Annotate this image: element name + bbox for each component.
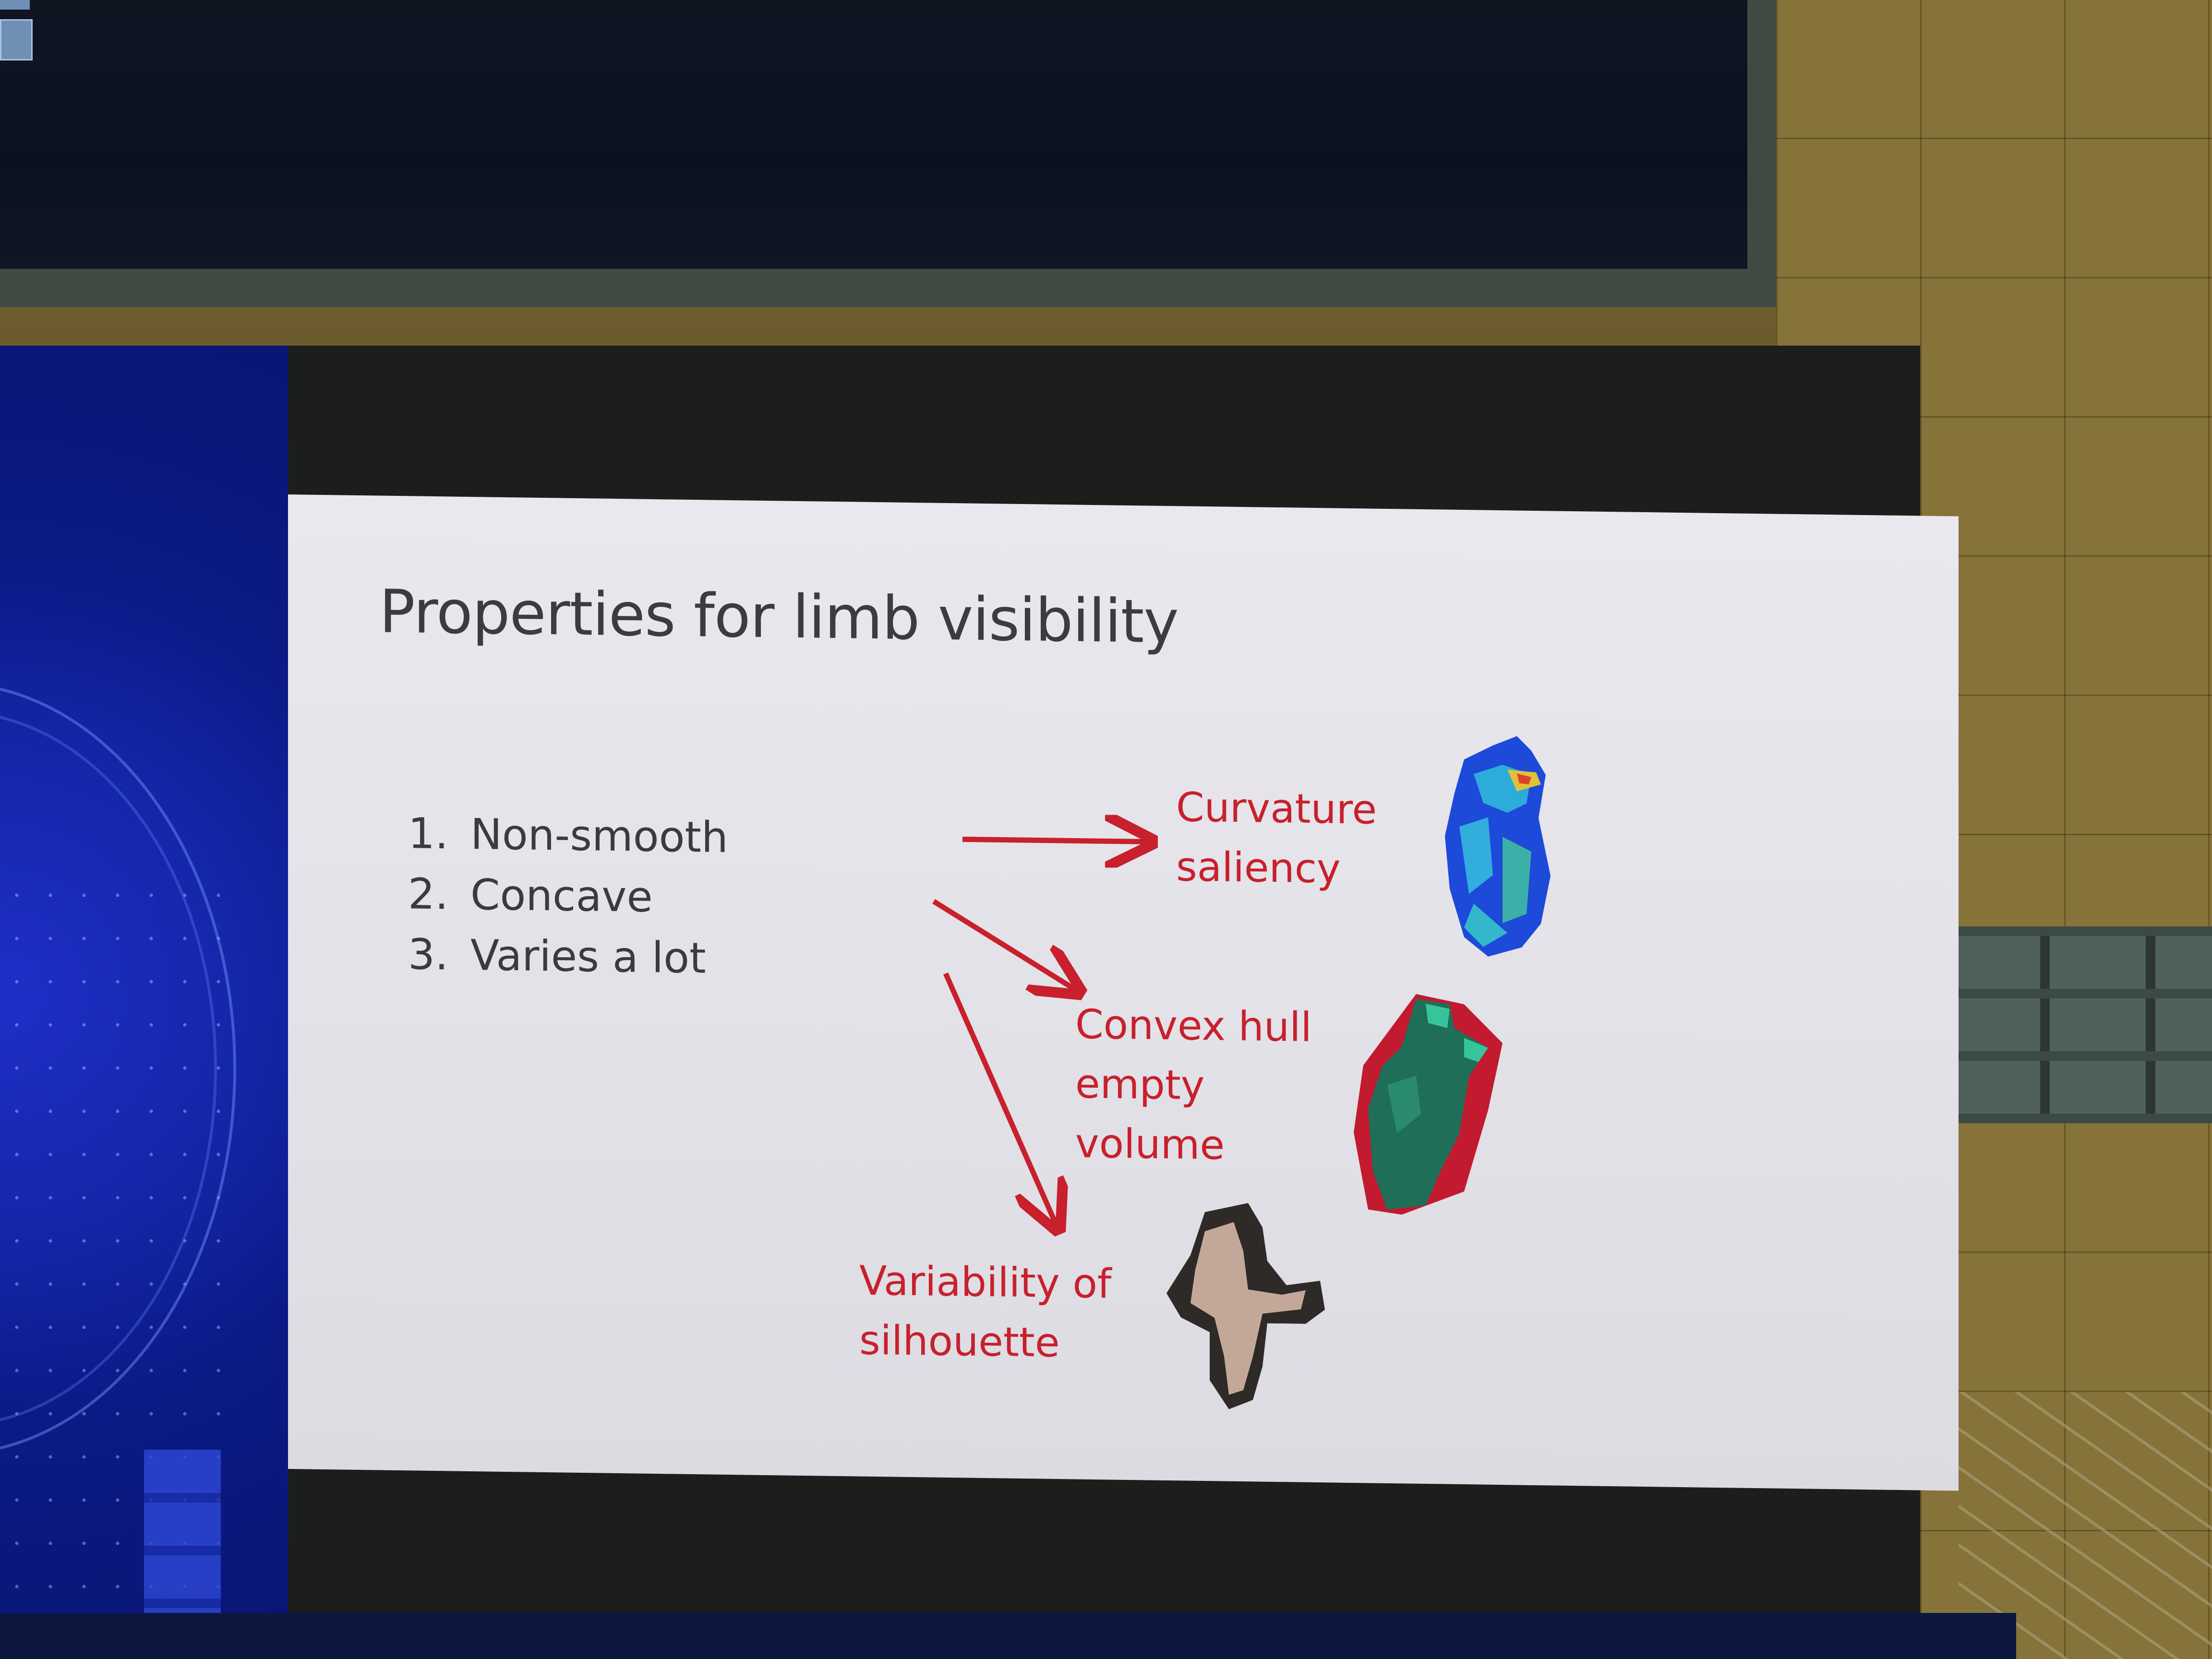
seat-row <box>1944 936 2212 989</box>
silhouette-variability-label <box>859 1251 1111 1373</box>
arrow-icon <box>934 902 1075 990</box>
label-line: Convex hull <box>1075 1000 1312 1051</box>
label-line: volume <box>1075 1119 1225 1169</box>
presentation-slide <box>288 494 1959 1491</box>
list-number: 2. <box>408 869 448 919</box>
tower-graphic <box>144 1450 221 1632</box>
label-line: Curvature <box>1176 783 1377 833</box>
label-line: empty <box>1075 1060 1205 1109</box>
side-blue-display <box>0 346 288 1632</box>
label-line: saliency <box>1176 843 1341 892</box>
annotation-arrows <box>288 494 1959 1491</box>
seat-row <box>1944 998 2212 1051</box>
convex-hull-label <box>1075 994 1312 1176</box>
silhouette-shape-icon <box>1162 1197 1344 1416</box>
curvature-saliency-label <box>1176 777 1377 899</box>
list-number: 3. <box>408 929 448 980</box>
upper-monitor <box>0 0 1776 307</box>
upper-screen-widget <box>0 19 33 60</box>
arrow-icon <box>946 974 1056 1225</box>
auditorium-seats <box>1944 926 2212 1123</box>
upper-screen-widget <box>0 0 30 10</box>
curvature-mesh-icon <box>1435 730 1560 962</box>
slide-title: Properties for limb visibility <box>379 577 1178 657</box>
label-line: Variability of <box>859 1257 1112 1308</box>
label-line: silhouette <box>859 1316 1060 1367</box>
arrow-icon <box>962 839 1147 842</box>
list-label: Concave <box>470 869 653 922</box>
seat-row <box>1944 1061 2212 1114</box>
list-label: Varies a lot <box>470 930 706 983</box>
upper-monitor-screen <box>0 0 1747 269</box>
list-number: 1. <box>408 808 448 859</box>
convex-hull-mesh-icon <box>1344 988 1517 1226</box>
list-label: Non-smooth <box>470 809 728 863</box>
stage-bottom-strip <box>0 1613 2016 1659</box>
